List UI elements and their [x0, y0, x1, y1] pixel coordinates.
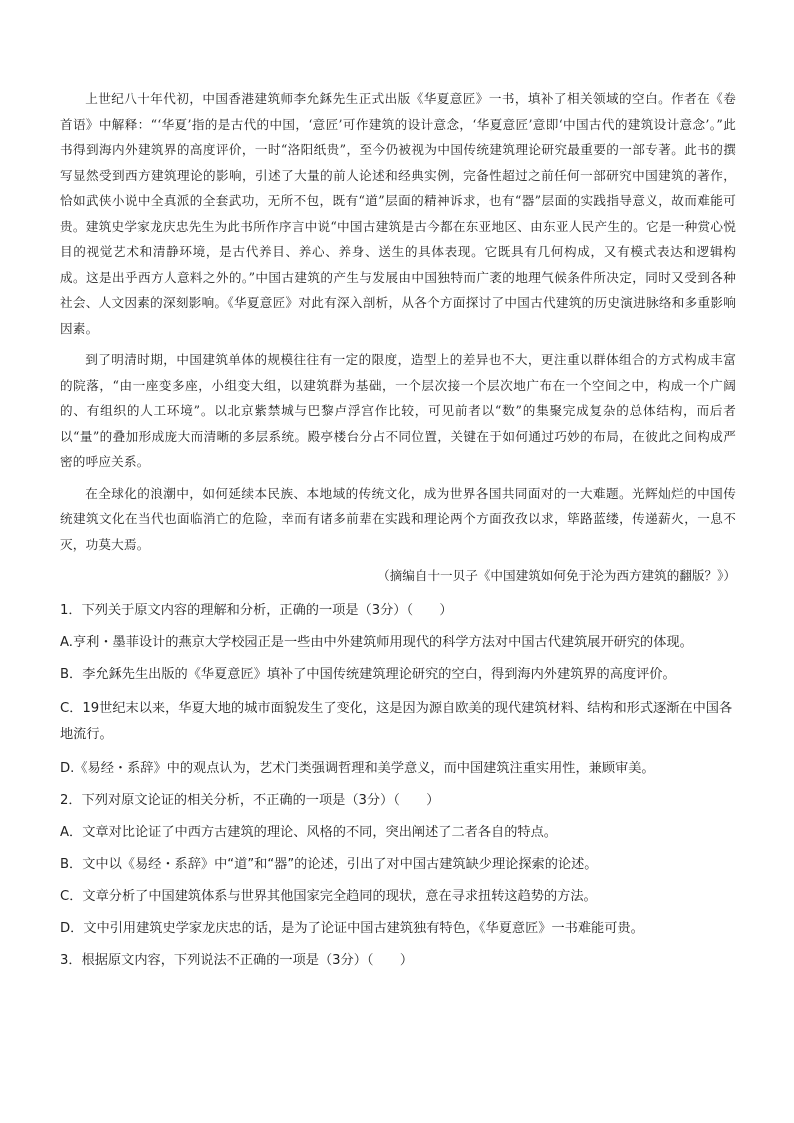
passage-paragraph-3: 在全球化的浪潮中，如何延续本民族、本地域的传统文化，成为世界各国共同面对的一大难题。光辉灿烂的中国传统建筑文化在当代也面临消亡的危险，幸而有诸多前辈在实践和理论两个方面孜孜以求，筚路蓝缕，传递薪火，一息不灭，功莫大焉。 [60, 485, 736, 552]
question-list [60, 595, 736, 977]
question-1-option-d: D.《易经・系辞》中的观点认为，艺术门类强调哲理和美学意义，而中国建筑注重实用性，兼顾审美。 [60, 761, 655, 776]
question-2-option-b: B．文中以《易经・系辞》中“道”和“器”的论述，引出了对中国古建筑缺少理论探索的论述。 [60, 857, 598, 872]
question-2-stem: 2．下列对原文论证的相关分析，不正确的一项是（3分）（ ） [60, 793, 440, 808]
passage-source: （摘编自十一贝子《中国建筑如何免于沦为西方建筑的翻版？》） [377, 568, 736, 583]
question-1-option-a: A.亨利・墨菲设计的燕京大学校园正是一些由中外建筑师用现代的科学方法对中国古代建筑展开研究的体现。 [60, 635, 693, 650]
question-1-option-b: B．李允鉌先生出版的《华夏意匠》填补了中国传统建筑理论研究的空白，得到海内外建筑界的高度评价。 [60, 667, 676, 682]
passage-paragraph-1: 上世纪八十年代初，中国香港建筑师李允鉌先生正式出版《华夏意匠》一书，填补了相关领域的空白。作者在《卷首语》中解释：“‘华夏’指的是古代的中国，‘意匠’可作建筑的设计意念，‘华夏意匠’意即‘中国古代的建筑设计意念’。”此书得到海内外建筑界的高度评价，一时“洛阳纸贵”，至今仍被视为中国传统建筑理论研究最重要的一部专著。此书的撰写显然受到西方建筑理论的影响，引述了大量的前人论述和经典实例，完备性超过之前任何一部研究中国建筑的著作，恰如武侠小说中全真派的全套武功，无所不包，既有“道”层面的精神诉求，也有“器”层面的实践指导意义，故而难能可贵。建筑史学家龙庆忠先生为此书所作序言中说“中国古建筑是古今都在东亚地区、由东亚人民产生的。它是一种赏心悦目的视觉艺术和清静环境，是古代养目、养心、养身、送生的具体表现。它既具有几何构成，又有模式表达和逻辑构成。这是出乎西方人意料之外的。”中国古建筑的产生与发展由中国独特而广袤的地理气候条件所决定，同时又受到各种社会、人文因素的深刻影响。《华夏意匠》对此有深入剖析，从各个方面探讨了中国古代建筑的历史演进脉络和多重影响因素。 [60, 91, 736, 336]
question-2-option-d: D．文中引用建筑史学家龙庆忠的话，是为了论证中国古建筑独有特色，《华夏意匠》一书难能可贵。 [60, 921, 644, 936]
question-2-option-a: A．文章对比论证了中西方古建筑的理论、风格的不同，突出阐述了二者各自的特点。 [60, 825, 557, 840]
passage-paragraph-2: 到了明清时期，中国建筑单体的规模往往有一定的限度，造型上的差异也不大，更注重以群体组合的方式构成丰富的院落，“由一座变多座，小组变大组，以建筑群为基础，一个层次接一个层次地广布在一个空间之中，构成一个广阔的、有组织的人工环境”。以北京紫禁城与巴黎卢浮宫作比较，可见前者以“数”的集聚完成复杂的总体结构，而后者以“量”的叠加形成庞大而清晰的多层系统。殿亭楼台分占不同位置，关键在于如何通过巧妙的布局，在彼此之间构成严密的呼应关系。 [60, 352, 736, 469]
question-2-option-c: C．文章分析了中国建筑体系与世界其他国家完全趋同的现状，意在寻求扭转这趋势的方法。 [60, 889, 597, 904]
question-1-option-c: C．19世纪末以来，华夏大地的城市面貌发生了变化，这是因为源自欧美的现代建筑材料、结构和形式逐渐在中国各地流行。 [60, 701, 733, 742]
reading-passage [60, 86, 736, 557]
question-3-stem: 3．根据原文内容，下列说法不正确的一项是（3分）（ ） [60, 953, 414, 968]
question-1-stem: 1．下列关于原文内容的理解和分析，正确的一项是（3分）（ ） [60, 603, 453, 618]
